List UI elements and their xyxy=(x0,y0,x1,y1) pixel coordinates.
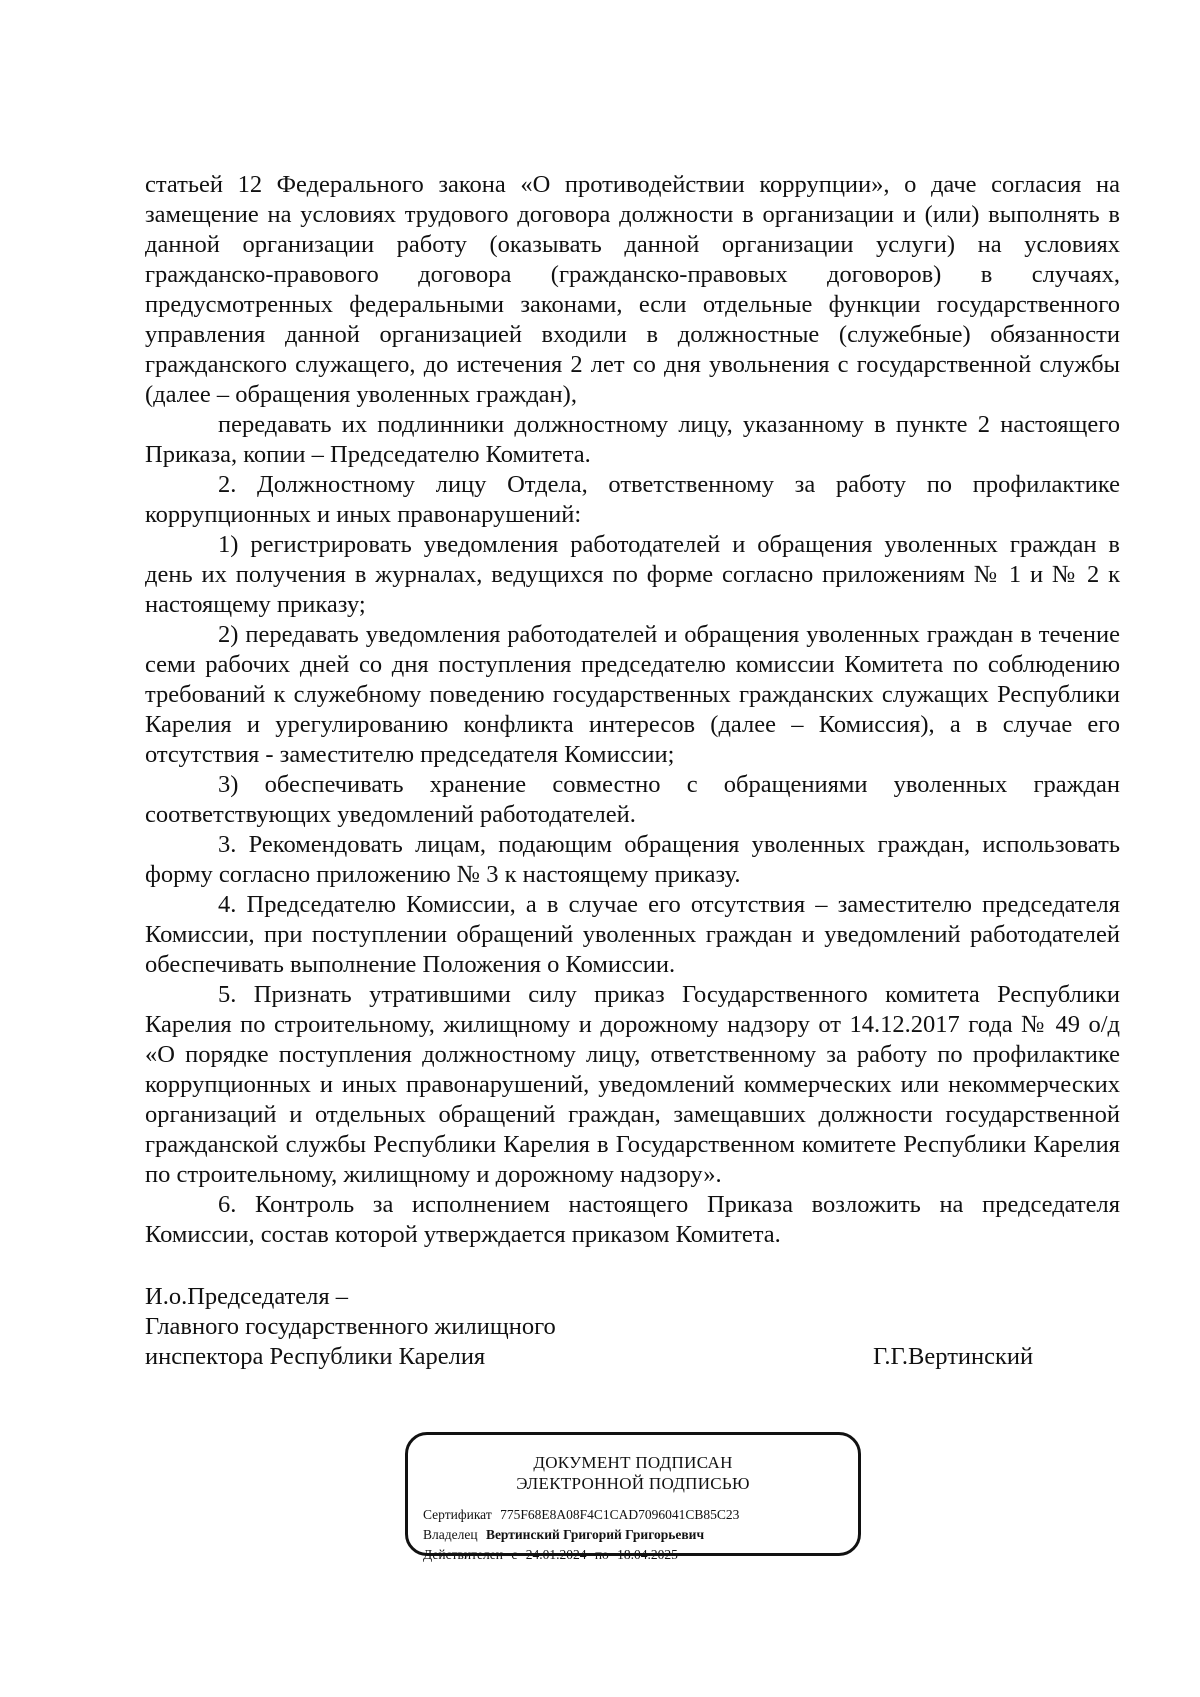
stamp-owner-row xyxy=(423,1525,858,1545)
paragraph-item-6: 6. Контроль за исполнением настоящего Приказа возложить на председателя Комиссии, состав которой утверждается приказом Комитета. xyxy=(145,1191,1120,1248)
stamp-title-line1: ДОКУМЕНТ ПОДПИСАН xyxy=(533,1453,733,1472)
paragraph-continuation: статьей 12 Федерального закона «О противодействии коррупции», о даче согласия на замещение на условиях трудового договора должности в организации и (или) выполнять в данной организации работу (оказывать данной организации услуги) на условиях гражданско-правового договора (гражданско-правовых договоров) в случаях, предусмотренных федеральными законами, если отдельные функции государственного управления данной организацией входили в должностные (служебные) обязанности гражданского служащего, до истечения 2 лет со дня увольнения с государственной службы (далее – обращения уволенных граждан), xyxy=(145,171,1120,408)
stamp-validity-label: Действителен xyxy=(423,1547,503,1562)
stamp-validity-from-label: с xyxy=(511,1547,518,1562)
paragraph-item-5: 5. Признать утратившими силу приказ Государственного комитета Республики Карелия по строительному, жилищному и дорожному надзору от 14.12.2017 года № 49 о/д «О порядке поступления должностному лицу, ответственному за работу по профилактике коррупционных и иных правонарушений, уведомлений коммерческих или некоммерческих организаций и отдельных обращений граждан, замещавших должности государственной гражданской службы Республики Карелия в Государственном комитете Республики Карелия по строительному, жилищному и дорожному надзору». xyxy=(145,981,1120,1188)
signatory-title-line3: инспектора Республики Карелия xyxy=(145,1343,486,1370)
paragraph-subitem-1: 1) регистрировать уведомления работодателей и обращения уволенных граждан в день их получения в журналах, ведущихся по форме согласно приложениям № 1 и № 2 к настоящему приказу; xyxy=(145,531,1120,618)
stamp-validity-from: 24.01.2024 xyxy=(525,1547,587,1562)
stamp-validity-to: 18.04.2025 xyxy=(617,1547,678,1562)
stamp-owner-value: Вертинский Григорий Григорьевич xyxy=(485,1527,705,1542)
stamp-certificate-row xyxy=(423,1505,858,1525)
electronic-signature-stamp xyxy=(405,1432,861,1562)
paragraph-subitem-2: 2) передавать уведомления работодателей и обращения уволенных граждан в течение семи рабочих дней со дня поступления председателю комиссии Комитета по соблюдению требований к служебному поведению государственных гражданских служащих Республики Карелия и урегулированию конфликта интересов (далее – Комиссия), а в случае его отсутствия - заместителю председателя Комиссии; xyxy=(145,621,1120,768)
document-body xyxy=(145,170,1120,1250)
paragraph-item-4: 4. Председателю Комиссии, а в случае его отсутствия – заместителю председателя Комиссии, при поступлении обращений уволенных граждан и уведомлений работодателей обеспечивать выполнение Положения о Комиссии. xyxy=(145,891,1120,978)
paragraph-item-2: 2. Должностному лицу Отдела, ответственному за работу по профилактике коррупционных и иных правонарушений: xyxy=(145,471,1120,528)
stamp-validity-row xyxy=(423,1545,858,1565)
stamp-title xyxy=(408,1452,858,1494)
signatory-title-line2: Главного государственного жилищного xyxy=(145,1313,556,1340)
stamp-title-line2: ЭЛЕКТРОННОЙ ПОДПИСЬЮ xyxy=(516,1474,750,1493)
paragraph-item-3: 3. Рекомендовать лицам, подающим обращения уволенных граждан, использовать форму согласно приложению № 3 к настоящему приказу. xyxy=(145,831,1120,888)
stamp-validity-to-label: по xyxy=(594,1547,609,1562)
signature-block xyxy=(145,1282,1045,1372)
signatory-name: Г.Г.Вертинский xyxy=(873,1343,1034,1370)
stamp-owner-label: Владелец xyxy=(423,1527,478,1542)
stamp-details xyxy=(423,1505,858,1565)
stamp-certificate-label: Сертификат xyxy=(423,1507,492,1522)
paragraph-transfer-originals: передавать их подлинники должностному лицу, указанному в пункте 2 настоящего Приказа, копии – Председателю Комитета. xyxy=(145,411,1120,468)
stamp-certificate-value: 775F68E8A08F4C1CAD7096041CB85C23 xyxy=(500,1507,740,1522)
signatory-title-line1: И.о.Председателя – xyxy=(145,1283,349,1310)
paragraph-subitem-3: 3) обеспечивать хранение совместно с обращениями уволенных граждан соответствующих уведомлений работодателей. xyxy=(145,771,1120,828)
